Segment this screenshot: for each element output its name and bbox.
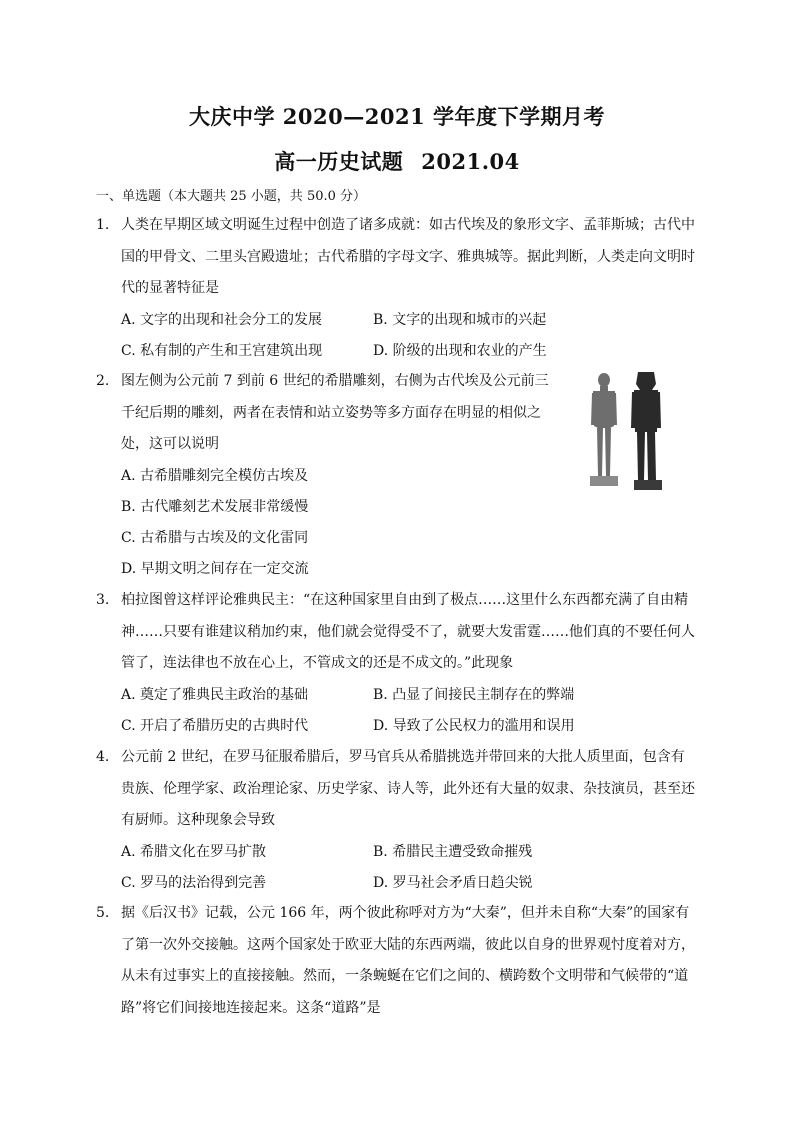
option-b[interactable]: B. 凸显了间接民主制存在的弊端 bbox=[373, 686, 575, 703]
exam-subject: 高一历史试题 bbox=[274, 149, 404, 174]
option-d[interactable]: D. 罗马社会矛盾日趋尖锐 bbox=[373, 874, 533, 891]
greek-egyptian-statues-image bbox=[580, 368, 672, 492]
question-number: 3. bbox=[96, 592, 110, 608]
exam-date: 2021.04 bbox=[421, 149, 520, 174]
question-5 bbox=[96, 898, 696, 1024]
section-heading: 一、单选题（本大题共 25 小题，共 50.0 分） bbox=[96, 189, 367, 204]
question-number: 4. bbox=[96, 749, 110, 765]
question-stem: 据《后汉书》记载，公元 166 年，两个彼此称呼对方为“大秦”，但并未自称“大秦”的国家有了第一次外交接触。这两个国家处于欧亚大陆的东西两端，彼此以自身的世界观忖度着对方，从未有过事实上的直接接触。然而，一条蜿蜒在它们之间的、横跨数个文明带和气候带的“道路”将它们间接地连接起来。这条“道路”是 bbox=[121, 905, 695, 1016]
option-b[interactable]: B. 古代雕刻艺术发展非常缓慢 bbox=[121, 498, 309, 515]
exam-subtitle bbox=[0, 146, 794, 176]
question-3 bbox=[96, 585, 696, 742]
option-b[interactable]: B. 文字的出现和城市的兴起 bbox=[373, 311, 547, 328]
question-number: 2. bbox=[96, 373, 110, 389]
option-a[interactable]: A. 希腊文化在罗马扩散 bbox=[121, 843, 267, 860]
options bbox=[121, 680, 696, 742]
question-stem: 柏拉图曾这样评论雅典民主：“在这种国家里自由到了极点……这里什么东西都充满了自由精神……只要有谁建议稍加约束，他们就会觉得受不了，就要大发雷霆……他们真的不要任何人管了，连法律也不放在心上，不管成文的还是不成文的。”此现象 bbox=[121, 592, 695, 671]
option-c[interactable]: C. 开启了希腊历史的古典时代 bbox=[121, 717, 309, 734]
options bbox=[121, 837, 696, 899]
option-a[interactable]: A. 古希腊雕刻完全模仿古埃及 bbox=[121, 467, 309, 484]
option-a[interactable]: A. 奠定了雅典民主政治的基础 bbox=[121, 686, 309, 703]
option-c[interactable]: C. 私有制的产生和王宫建筑出现 bbox=[121, 342, 323, 359]
question-stem: 公元前 2 世纪，在罗马征服希腊后，罗马官兵从希腊挑选并带回来的大批人质里面，包含有贵族、伦理学家、政治理论家、历史学家、诗人等，此外还有大量的奴隶、杂技演员，甚至还有厨师。这种现象会导致 bbox=[121, 749, 695, 828]
question-4 bbox=[96, 742, 696, 899]
egyptian-statue bbox=[631, 372, 662, 490]
options bbox=[121, 305, 696, 367]
option-c[interactable]: C. 罗马的法治得到完善 bbox=[121, 874, 267, 891]
option-a[interactable]: A. 文字的出现和社会分工的发展 bbox=[121, 311, 323, 328]
option-d[interactable]: D. 导致了公民权力的滥用和误用 bbox=[373, 717, 575, 734]
exam-title: 大庆中学 2020—2021 学年度下学期月考 bbox=[188, 104, 605, 129]
question-1 bbox=[96, 210, 696, 367]
option-d[interactable]: D. 阶级的出现和农业的产生 bbox=[373, 342, 547, 359]
question-number: 1. bbox=[96, 217, 110, 233]
option-d[interactable]: D. 早期文明之间存在一定交流 bbox=[121, 560, 309, 577]
option-b[interactable]: B. 希腊民主遭受致命摧残 bbox=[373, 843, 533, 860]
question-stem: 图左侧为公元前 7 到前 6 世纪的希腊雕刻，右侧为古代埃及公元前三千纪后期的雕刻，两者在表情和站立姿势等多方面存在明显的相似之处，这可以说明 bbox=[121, 373, 549, 452]
question-stem: 人类在早期区域文明诞生过程中创造了诸多成就：如古代埃及的象形文字、孟菲斯城；古代中国的甲骨文、二里头宫殿遗址；古代希腊的字母文字、雅典城等。据此判断，人类走向文明时代的显著特征是 bbox=[121, 217, 695, 296]
option-c[interactable]: C. 古希腊与古埃及的文化雷同 bbox=[121, 529, 309, 546]
greek-kouros-statue bbox=[590, 373, 618, 486]
question-number: 5. bbox=[96, 905, 110, 921]
